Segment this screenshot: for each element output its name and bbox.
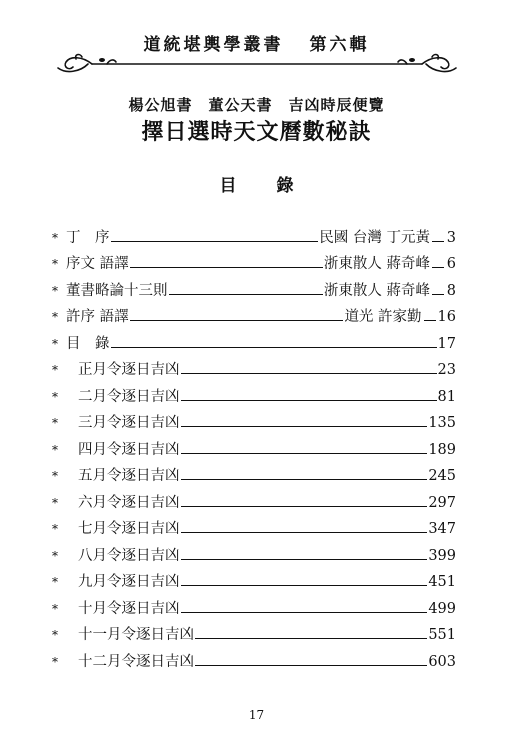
toc-entry	[52, 353, 456, 380]
toc-entry-page: 603	[428, 653, 456, 670]
toc-entry-label: 十月令逐日吉凶	[78, 600, 180, 617]
toc-entry-marker: *	[52, 654, 58, 669]
page-number: 17	[248, 708, 265, 722]
toc-entry-marker: *	[52, 336, 58, 351]
toc-entry-marker: *	[52, 628, 58, 642]
toc-entry	[52, 406, 456, 433]
toc-entry-label: 董書略論十三則	[66, 282, 168, 299]
toc-entry	[52, 565, 456, 592]
toc-entry-marker: *	[52, 522, 58, 536]
toc-entry-marker: *	[52, 416, 58, 430]
toc-entry	[52, 300, 456, 327]
toc-leader-line	[169, 294, 323, 295]
toc-entry-author: 道光 許家勤	[344, 309, 422, 325]
toc-leader-line	[181, 612, 428, 613]
toc-entry-page: 189	[428, 441, 456, 458]
toc-leader-line	[181, 453, 428, 454]
toc-entry-marker: *	[52, 230, 58, 245]
toc-entry	[52, 247, 456, 274]
toc-entry-label: 五月令逐日吉凶	[78, 468, 180, 484]
toc-entry-page: 347	[428, 521, 456, 537]
toc-leader-line	[181, 373, 437, 374]
toc-leader-line	[195, 665, 427, 666]
toc-entry-marker: *	[52, 495, 58, 510]
series-title: 道統堪輿學叢書	[143, 35, 284, 55]
toc-entry-page: 245	[428, 468, 456, 484]
toc-heading: 目錄	[219, 176, 334, 196]
toc-entry-page: 81	[437, 388, 456, 405]
toc-entry-label: 正月令逐日吉凶	[78, 362, 180, 378]
toc-entry-page: 17	[437, 335, 456, 352]
toc-entry-page: 23	[437, 362, 456, 378]
book-subtitle: 楊公旭書 董公天書 吉凶時辰便覽	[128, 96, 385, 114]
toc-entry-marker: *	[52, 469, 58, 483]
toc-entry-label: 丁 序	[66, 229, 110, 246]
toc-entry	[52, 644, 456, 671]
toc-entry	[52, 618, 456, 645]
toc-entry	[52, 379, 456, 406]
toc-entry	[52, 273, 456, 300]
toc-entry-page: 551	[428, 627, 456, 643]
toc-entry-label: 七月令逐日吉凶	[78, 521, 180, 537]
toc-leader-line	[432, 241, 444, 242]
toc-entry-label: 十二月令逐日吉凶	[78, 653, 194, 670]
toc-leader-line	[181, 479, 428, 480]
toc-entry-marker: *	[52, 363, 58, 377]
toc-leader-line	[181, 506, 428, 507]
toc-entry-page: 16	[437, 309, 456, 325]
toc-entry-label: 二月令逐日吉凶	[78, 388, 180, 405]
toc-entry-page: 8	[446, 282, 456, 299]
toc-entry-label: 八月令逐日吉凶	[78, 547, 180, 564]
toc-entry-author: 浙東散人 蔣奇峰	[323, 282, 430, 299]
toc-entry-page: 297	[428, 494, 456, 511]
toc-entry-marker: *	[52, 442, 58, 457]
book-title: 擇日選時天文曆數秘訣	[141, 119, 372, 145]
toc-entry-label: 六月令逐日吉凶	[78, 494, 180, 511]
toc-entry-page: 399	[428, 547, 456, 564]
toc-leader-line	[195, 638, 427, 639]
toc-entry-label: 四月令逐日吉凶	[78, 441, 180, 458]
toc-entry-label: 十一月令逐日吉凶	[78, 627, 194, 643]
toc-entry	[52, 459, 456, 486]
toc-entry-author: 浙東散人 蔣奇峰	[323, 256, 430, 272]
toc-entry	[52, 538, 456, 565]
toc-entry-page: 499	[428, 600, 456, 617]
toc-entry-page: 451	[428, 574, 456, 590]
toc-entry-label: 許序 語譯	[66, 309, 129, 325]
toc-entry-label: 序文 語譯	[66, 256, 129, 272]
toc-leader-line	[130, 267, 323, 268]
toc-entry-label: 三月令逐日吉凶	[78, 415, 180, 431]
toc-entry-marker: *	[52, 283, 58, 298]
toc-entry-page: 6	[446, 256, 456, 272]
toc-entry	[52, 512, 456, 539]
toc-leader-line	[181, 559, 428, 560]
toc-leader-line	[424, 320, 436, 321]
toc-leader-line	[111, 241, 319, 242]
toc-entry-marker: *	[52, 548, 58, 563]
toc-entry-marker: *	[52, 310, 58, 324]
toc-entry	[52, 485, 456, 512]
toc-leader-line	[432, 294, 444, 295]
toc-entry	[52, 220, 456, 247]
toc-leader-line	[181, 426, 428, 427]
toc-entry-marker: *	[52, 575, 58, 589]
series-volume: 第六輯	[309, 35, 370, 55]
toc-entry-page: 3	[446, 229, 456, 246]
toc-leader-line	[181, 585, 428, 586]
toc-entry	[52, 326, 456, 353]
toc-entry-label: 九月令逐日吉凶	[78, 574, 180, 590]
toc-entry-marker: *	[52, 601, 58, 616]
toc-entry-marker: *	[52, 389, 58, 404]
toc-entry-page: 135	[428, 415, 456, 431]
toc-entry-marker: *	[52, 257, 58, 271]
floral-divider-ornament	[52, 52, 462, 76]
toc-entry	[52, 432, 456, 459]
table-of-contents	[52, 220, 456, 671]
toc-leader-line	[130, 320, 344, 321]
toc-entry	[52, 591, 456, 618]
toc-leader-line	[181, 400, 437, 401]
toc-entry-label: 目 錄	[66, 335, 110, 352]
toc-entry-author: 民國 台灣 丁元黃	[319, 229, 430, 246]
toc-leader-line	[181, 532, 428, 533]
toc-leader-line	[432, 267, 444, 268]
toc-leader-line	[111, 347, 437, 348]
